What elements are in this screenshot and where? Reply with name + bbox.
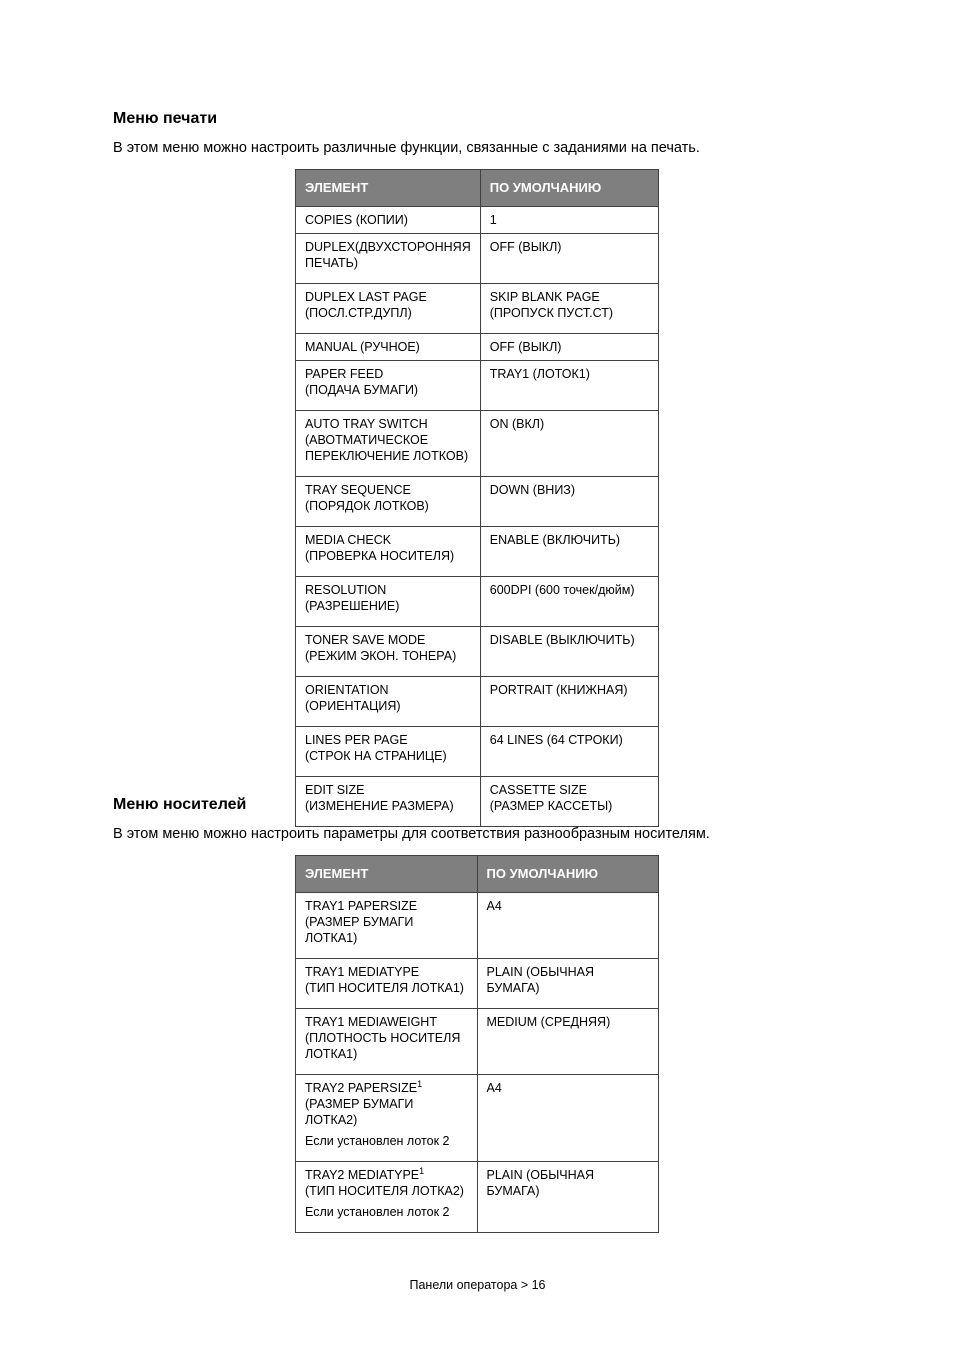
default-cell xyxy=(480,477,658,527)
table-row xyxy=(296,1009,659,1075)
default-text: PORTRAIT (КНИЖНАЯ) xyxy=(489,683,628,697)
table-row xyxy=(296,334,659,361)
default-cell xyxy=(480,234,658,284)
table-row xyxy=(296,207,659,234)
item-text: (ПОРЯДОК ЛОТКОВ) xyxy=(305,499,429,513)
item-text: (ПЛОТНОСТЬ НОСИТЕЛЯ xyxy=(305,1031,461,1045)
item-text: (РАЗРЕШЕНИЕ) xyxy=(305,599,400,613)
default-text: (ПРОПУСК ПУСТ.СТ) xyxy=(489,306,614,320)
condition-note: Если установлен лоток 2 xyxy=(305,1205,450,1219)
item-cell xyxy=(296,1075,478,1162)
default-text: 64 LINES (64 СТРОКИ) xyxy=(489,733,623,747)
item-cell xyxy=(296,677,481,727)
item-text: ORIENTATION xyxy=(305,683,389,697)
table-header-row xyxy=(296,170,659,207)
default-text: TRAY1 (ЛОТОК1) xyxy=(489,367,590,381)
table-row xyxy=(296,477,659,527)
column-header-item: ЭЛЕМЕНТ xyxy=(296,856,478,893)
item-text: MANUAL (РУЧНОЕ) xyxy=(305,340,420,354)
table-row xyxy=(296,527,659,577)
default-cell xyxy=(480,727,658,777)
default-cell xyxy=(480,627,658,677)
print-menu-title: Меню печати xyxy=(113,110,218,127)
default-cell xyxy=(477,959,659,1009)
table-row xyxy=(296,1075,659,1162)
item-cell xyxy=(296,627,481,677)
media-menu-intro: В этом меню можно настроить параметры для соответствия разнообразным носителям. xyxy=(113,826,710,842)
item-text: TRAY1 MEDIATYPE xyxy=(305,965,420,979)
item-text: TRAY SEQUENCE xyxy=(305,483,411,497)
item-text: TONER SAVE MODE xyxy=(305,633,426,647)
item-cell xyxy=(296,577,481,627)
item-text: COPIES (КОПИИ) xyxy=(305,213,408,227)
item-text: (ТИП НОСИТЕЛЯ ЛОТКА1) xyxy=(305,981,464,995)
default-cell xyxy=(477,893,659,959)
default-text: A4 xyxy=(486,899,502,913)
item-cell xyxy=(296,777,481,827)
item-cell xyxy=(296,1009,478,1075)
table-row xyxy=(296,411,659,477)
item-text: (ТИП НОСИТЕЛЯ ЛОТКА2) xyxy=(305,1184,464,1198)
media-menu-title: Меню носителей xyxy=(113,796,247,813)
footnote-marker: 1 xyxy=(419,1166,425,1176)
default-text: 600DPI (600 точек/дюйм) xyxy=(489,583,635,597)
default-text: OFF (ВЫКЛ) xyxy=(489,240,562,254)
item-text: ПЕРЕКЛЮЧЕНИЕ ЛОТКОВ) xyxy=(305,449,469,463)
item-text: MEDIA CHECK xyxy=(305,533,392,547)
table-row xyxy=(296,577,659,627)
item-cell xyxy=(296,284,481,334)
default-cell xyxy=(480,334,658,361)
item-text: (ПОДАЧА БУМАГИ) xyxy=(305,383,419,397)
default-text: MEDIUM (СРЕДНЯЯ) xyxy=(486,1015,611,1029)
item-text: TRAY2 PAPERSIZE$^1$ xyxy=(305,1079,423,1095)
default-cell xyxy=(477,1075,659,1162)
item-text: RESOLUTION xyxy=(305,583,387,597)
item-text: AUTO TRAY SWITCH xyxy=(305,417,428,431)
item-cell xyxy=(296,527,481,577)
table-row xyxy=(296,677,659,727)
default-cell xyxy=(480,284,658,334)
item-cell xyxy=(296,207,481,234)
column-header-default: ПО УМОЛЧАНИЮ xyxy=(477,856,659,893)
table-row xyxy=(296,234,659,284)
default-cell xyxy=(480,361,658,411)
item-cell xyxy=(296,477,481,527)
item-text: ПЕЧАТЬ) xyxy=(305,256,359,270)
default-text: A4 xyxy=(486,1081,502,1095)
default-cell xyxy=(477,1009,659,1075)
default-text: DISABLE (ВЫКЛЮЧИТЬ) xyxy=(489,633,635,647)
item-text: TRAY2 MEDIATYPE$^1$ xyxy=(305,1166,425,1182)
item-text: (ПРОВЕРКА НОСИТЕЛЯ) xyxy=(305,549,455,563)
column-header-default: ПО УМОЛЧАНИЮ xyxy=(480,170,658,207)
column-header-item: ЭЛЕМЕНТ xyxy=(296,170,481,207)
item-cell xyxy=(296,334,481,361)
default-text: PLAIN (ОБЫЧНАЯ БУМАГА) xyxy=(486,1168,594,1198)
item-text: TRAY1 MEDIAWEIGHT xyxy=(305,1015,437,1029)
item-text: (АВОТМАТИЧЕСКОЕ xyxy=(305,433,429,447)
condition-note: Если установлен лоток 2 xyxy=(305,1134,450,1148)
item-cell xyxy=(296,727,481,777)
default-text: OFF (ВЫКЛ) xyxy=(489,340,562,354)
item-text: (РАЗМЕР БУМАГИ ЛОТКА1) xyxy=(305,915,414,945)
item-text: DUPLEX(ДВУХСТОРОННЯЯ xyxy=(305,240,471,254)
default-cell xyxy=(480,777,658,827)
footnote-marker: 1 xyxy=(417,1079,423,1089)
item-cell xyxy=(296,234,481,284)
page-footer: Панели оператора > 16 xyxy=(409,1278,546,1292)
default-cell xyxy=(480,207,658,234)
table-row xyxy=(296,727,659,777)
item-text: PAPER FEED xyxy=(305,367,384,381)
item-cell xyxy=(296,361,481,411)
default-cell xyxy=(477,1162,659,1233)
table-row xyxy=(296,627,659,677)
default-cell xyxy=(480,411,658,477)
table-row xyxy=(296,777,659,827)
default-text: DOWN (ВНИЗ) xyxy=(489,483,576,497)
item-text: DUPLEX LAST PAGE xyxy=(305,290,427,304)
default-text: ENABLE (ВКЛЮЧИТЬ) xyxy=(489,533,621,547)
item-text: (РАЗМЕР БУМАГИ ЛОТКА2) xyxy=(305,1097,414,1127)
item-cell xyxy=(296,959,478,1009)
print-menu-intro: В этом меню можно настроить различные функции, связанные с заданиями на печать. xyxy=(113,140,700,156)
item-cell xyxy=(296,1162,478,1233)
default-text: ON (ВКЛ) xyxy=(489,417,545,431)
item-text: LINES PER PAGE xyxy=(305,733,408,747)
item-text: TRAY1 PAPERSIZE xyxy=(305,899,418,913)
default-text: CASSETTE SIZE xyxy=(489,783,587,797)
table-row xyxy=(296,284,659,334)
item-text: (СТРОК НА СТРАНИЦЕ) xyxy=(305,749,447,763)
table-header-row xyxy=(296,856,659,893)
default-cell xyxy=(480,677,658,727)
item-cell xyxy=(296,411,481,477)
item-cell xyxy=(296,893,478,959)
default-text: SKIP BLANK PAGE xyxy=(489,290,600,304)
table-row xyxy=(296,361,659,411)
item-text: ЛОТКА1) xyxy=(305,1047,358,1061)
print-menu-table xyxy=(295,169,659,827)
item-text: (ПОСЛ.СТР.ДУПЛ) xyxy=(305,306,412,320)
table-row xyxy=(296,1162,659,1233)
item-text: (ОРИЕНТАЦИЯ) xyxy=(305,699,401,713)
media-menu-table xyxy=(295,855,659,1233)
item-text: (ИЗМЕНЕНИЕ РАЗМЕРА) xyxy=(305,799,454,813)
default-text: PLAIN (ОБЫЧНАЯ БУМАГА) xyxy=(486,965,594,995)
default-cell xyxy=(480,527,658,577)
item-text: EDIT SIZE xyxy=(305,783,365,797)
default-cell xyxy=(480,577,658,627)
table-row xyxy=(296,959,659,1009)
default-text: (РАЗМЕР КАССЕТЫ) xyxy=(489,799,613,813)
item-text: (РЕЖИМ ЭКОН. ТОНЕРА) xyxy=(305,649,457,663)
table-row xyxy=(296,893,659,959)
default-text: 1 xyxy=(489,213,497,227)
